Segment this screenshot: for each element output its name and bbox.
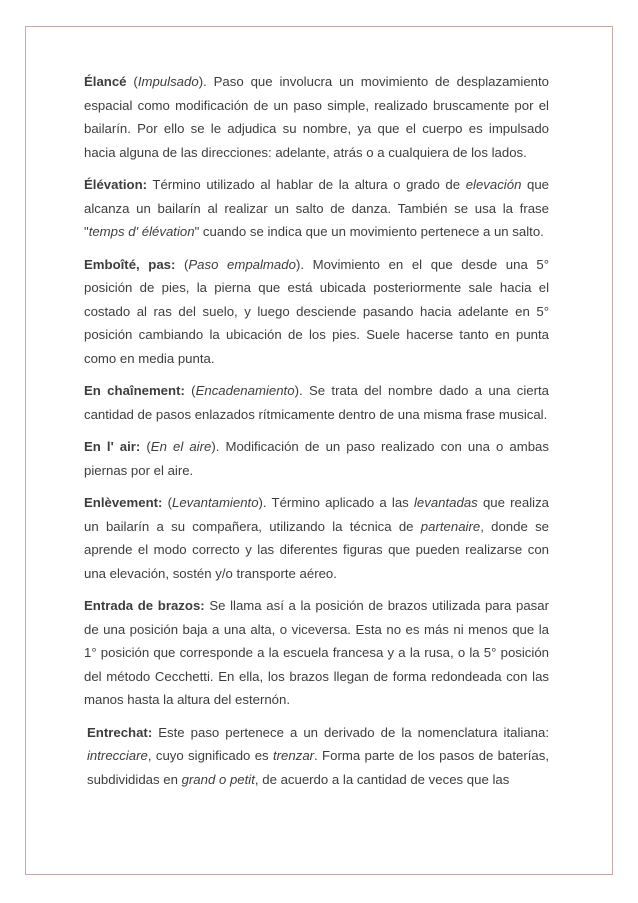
definition-text: ). Modificación de un paso realizado con una o ambas piernas por el aire. [84,439,549,478]
glossary-term: En l' air: [84,439,141,454]
definition-text: , cuyo significado es [147,748,273,763]
glossary-entry [84,721,549,792]
definition-text: Se llama así a la posición de brazos utilizada para pasar de una posición baja a una alta, o viceversa. Esta no es más ni menos que la 1° posición que corresponde a la escuela francesa y a la rusa, o la 5° posición del método Cecchetti. En ella, los brazos llegan de forma redondeada con las manos hasta la altura del esternón. [84,598,550,707]
definition-text: que alcanza un bailarín al realizar un salto de danza. También se usa la frase " [84,177,550,239]
definition-text: ). Movimiento en el que desde una 5° posición de pies, la pierna que está ubicada posteriormente sale hacia el costado al ras del suelo, y luego desciende pasando hacia adelante en 5° posición cambiando la ubicación de los pies. Suele hacerse tanto en punta como en media punta. [84,256,549,366]
italic-text: trenzar [273,748,315,763]
glossary-term: Élancé [84,74,127,89]
definition-text: ). Se trata del nombre dado a una cierta cantidad de pasos enlazados rítmicamente dentro de una misma frase musical. [84,383,549,422]
italic-text: elevación [465,177,522,192]
definition-text: , de acuerdo a la cantidad de veces que las [254,771,510,787]
glossary-term: En chaînement: [84,383,185,398]
definition-text: " cuando se indica que un movimiento pertenece a un salto. [194,224,544,239]
glossary-term: Emboîté, pas: [84,256,176,272]
italic-text: partenaire [420,518,481,534]
italic-text: temps d' élévation [88,224,195,239]
definition-text: ( [162,495,173,510]
definition-text: Término utilizado al hablar de la altura o grado de [147,177,466,192]
definition-text: ( [184,383,196,398]
italic-text: Levantamiento [172,495,259,510]
glossary-entry [84,594,549,712]
italic-text: Encadenamiento [195,383,295,398]
glossary-entry [84,173,549,244]
italic-text: En el aire [150,439,212,454]
glossary-entry [84,491,549,585]
definition-text: Este paso pertenece a un derivado de la nomenclatura italiana: [152,724,549,740]
glossary-entry [84,70,549,164]
italic-text: grand o petit [181,771,255,787]
definition-text: ( [126,74,138,89]
definition-text: ( [175,256,189,272]
glossary-term: Enlèvement: [84,495,163,510]
glossary-term: Entrechat: [87,724,153,740]
definition-text: que realiza un bailarín a su compañera, utilizando la técnica de [84,495,549,534]
definition-text: ). Paso que involucra un movimiento de desplazamiento espacial como modificación de un paso simple, realizado bruscamente por el bailarín. Por ello se le adjudica su nombre, ya que el cuerpo es impulsado hacia alguna de las direcciones: adelante, atrás o a cualquiera de los lados. [84,74,549,160]
glossary-entry [84,379,549,426]
italic-text: levantadas [413,495,478,510]
definition-text: , donde se aprende el modo correcto y las diferentes figuras que pueden realizarse con una elevación, sostén y/o transporte aéreo. [84,518,550,581]
glossary-term: Élévation: [84,177,148,192]
glossary-entry [84,435,549,482]
glossary-entry [84,253,549,371]
italic-text: intrecciare [87,748,148,763]
definition-text: ( [140,439,151,454]
glossary-term: Entrada de brazos: [84,598,205,613]
italic-text: Impulsado [137,74,199,89]
glossary-body [84,70,549,800]
definition-text: ). Término aplicado a las [258,495,414,510]
italic-text: Paso empalmado [188,256,296,272]
definition-text: . Forma parte de los pasos de baterías, subdivididas en [87,748,549,787]
